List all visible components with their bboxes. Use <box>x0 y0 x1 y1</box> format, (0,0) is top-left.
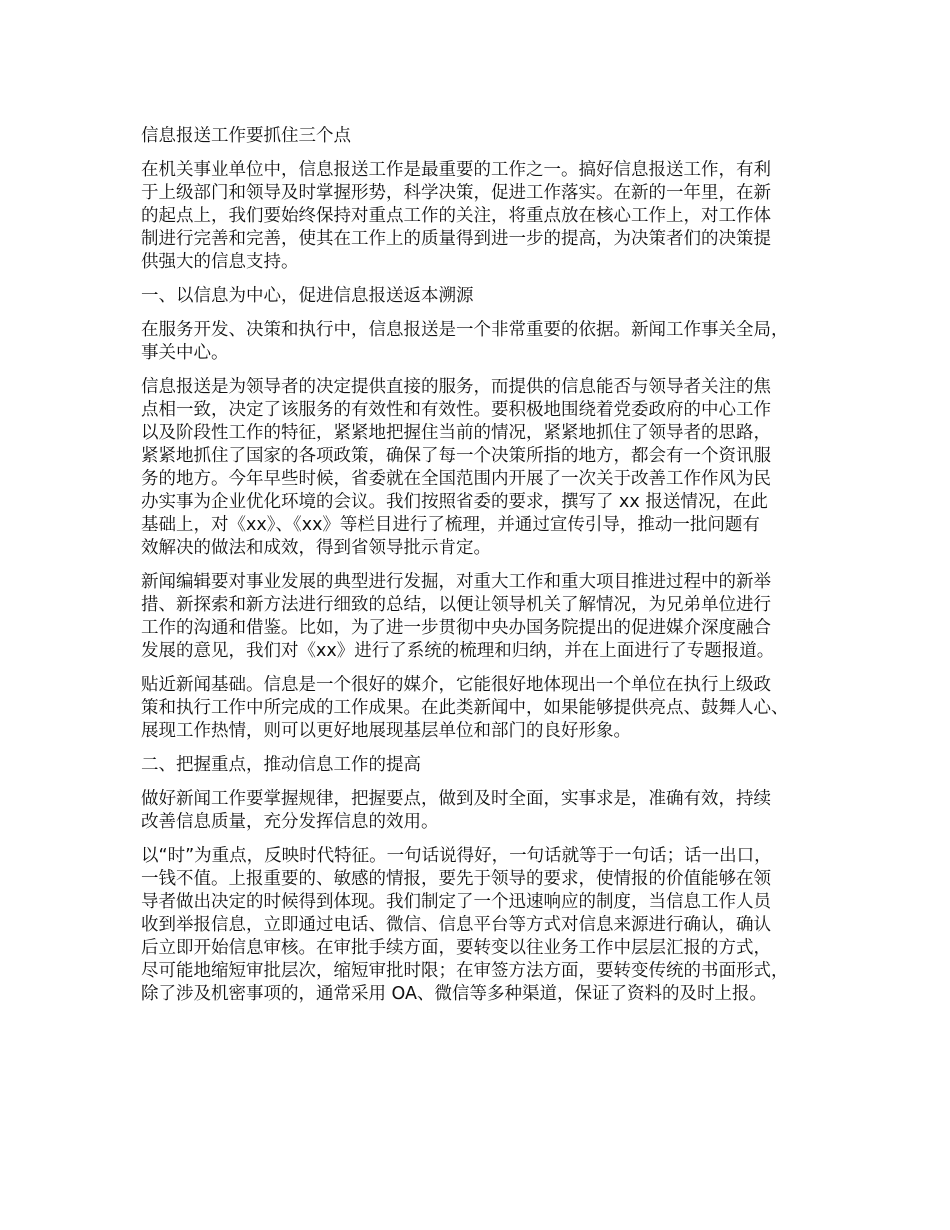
text-line: 供强大的信息支持。 <box>141 252 299 272</box>
text-line: 事关中心。 <box>141 343 229 363</box>
paragraph <box>141 319 841 365</box>
paragraph <box>141 571 841 663</box>
text-line: 信息报送工作要抓住三个点 <box>141 126 351 146</box>
text-line: 除了涉及机密事项的，通常采用 OA、微信等多种渠道，保证了资料的及时上报。 <box>141 984 767 1004</box>
text-line: 在机关事业单位中，信息报送工作是最重要的工作之一。搞好信息报送工作，有利 <box>141 160 771 180</box>
text-line: 在服务开发、决策和执行中，信息报送是一个非常重要的依据。新闻工作事关全局， <box>141 320 789 340</box>
text-line: 新闻编辑要对事业发展的典型进行发掘，对重大工作和重大项目推进过程中的新举 <box>141 572 771 592</box>
text-line: 一钱不值。上报重要的、敏感的情报，要先于领导的要求，使情报的价值能够在领 <box>141 869 771 889</box>
text-line: 策和执行工作中所完成的工作成果。在此类新闻中，如果能够提供亮点、鼓舞人心、 <box>141 698 789 718</box>
text-line: 效解决的做法和成效，得到省领导批示肯定。 <box>141 538 491 558</box>
text-line: 二、把握重点，推动信息工作的提高 <box>141 755 421 775</box>
text-line: 制进行完善和完善，使其在工作上的质量得到进一步的提高，为决策者们的决策提 <box>141 229 771 249</box>
text-line: 点相一致，决定了该服务的有效性和有效性。要积极地围绕着党委政府的中心工作 <box>141 400 771 420</box>
text-line: 办实事为企业优化环境的会议。我们按照省委的要求，撰写了 xx 报送情况，在此 <box>141 492 768 512</box>
text-line: 发展的意见，我们对《xx》进行了系统的梳理和归纳，并在上面进行了专题报道。 <box>141 641 775 661</box>
text-line: 改善信息质量，充分发挥信息的效用。 <box>141 812 439 832</box>
text-line: 措、新探索和新方法进行细致的总结，以便让领导机关了解情况，为兄弟单位进行 <box>141 595 771 615</box>
section-heading <box>141 285 841 308</box>
text-line: 做好新闻工作要掌握规律，把握要点，做到及时全面，实事求是，准确有效，持续 <box>141 789 771 809</box>
text-line: 以“时”为重点，反映时代特征。一句话说得好，一句话就等于一句话；话一出口， <box>141 846 772 866</box>
text-line: 基础上，对《xx》、《xx》等栏目进行了梳理，并通过宣传引导，推动一批问题有 <box>141 515 760 535</box>
text-line: 于上级部门和领导及时掌握形势，科学决策，促进工作落实。在新的一年里，在新 <box>141 183 771 203</box>
paragraph <box>141 159 841 274</box>
text-line: 收到举报信息，立即通过电话、微信、信息平台等方式对信息来源进行确认，确认 <box>141 915 771 935</box>
document-body <box>141 125 841 1017</box>
paragraph <box>141 376 841 560</box>
section-heading <box>141 754 841 777</box>
text-line: 一、以信息为中心，促进信息报送返本溯源 <box>141 286 474 306</box>
text-line: 后立即开始信息审核。在审批手续方面，要转变以往业务工作中层层汇报的方式， <box>141 938 771 958</box>
text-line: 贴近新闻基础。信息是一个很好的媒介，它能很好地体现出一个单位在执行上级政 <box>141 675 771 695</box>
text-line: 的起点上，我们要始终保持对重点工作的关注，将重点放在核心工作上，对工作体 <box>141 206 771 226</box>
text-line: 尽可能地缩短审批层次，缩短审批时限；在审签方法方面，要转变传统的书面形式， <box>141 961 789 981</box>
text-line: 导者做出决定的时候得到体现。我们制定了一个迅速响应的制度，当信息工作人员 <box>141 892 771 912</box>
text-line: 展现工作热情，则可以更好地展现基层单位和部门的良好形象。 <box>141 721 631 741</box>
paragraph <box>141 788 841 834</box>
document-title <box>141 125 841 148</box>
text-line: 紧紧地抓住了国家的各项政策，确保了每一个决策所指的地方，都会有一个资讯服 <box>141 446 771 466</box>
text-line: 信息报送是为领导者的决定提供直接的服务，而提供的信息能否与领导者关注的焦 <box>141 377 771 397</box>
paragraph <box>141 674 841 743</box>
paragraph <box>141 845 841 1006</box>
text-line: 以及阶段性工作的特征，紧紧地把握住当前的情况，紧紧地抓住了领导者的思路， <box>141 423 771 443</box>
text-line: 工作的沟通和借鉴。比如，为了进一步贯彻中央办国务院提出的促进媒介深度融合 <box>141 618 771 638</box>
text-line: 务的地方。今年早些时候，省委就在全国范围内开展了一次关于改善工作作风为民 <box>141 469 771 489</box>
